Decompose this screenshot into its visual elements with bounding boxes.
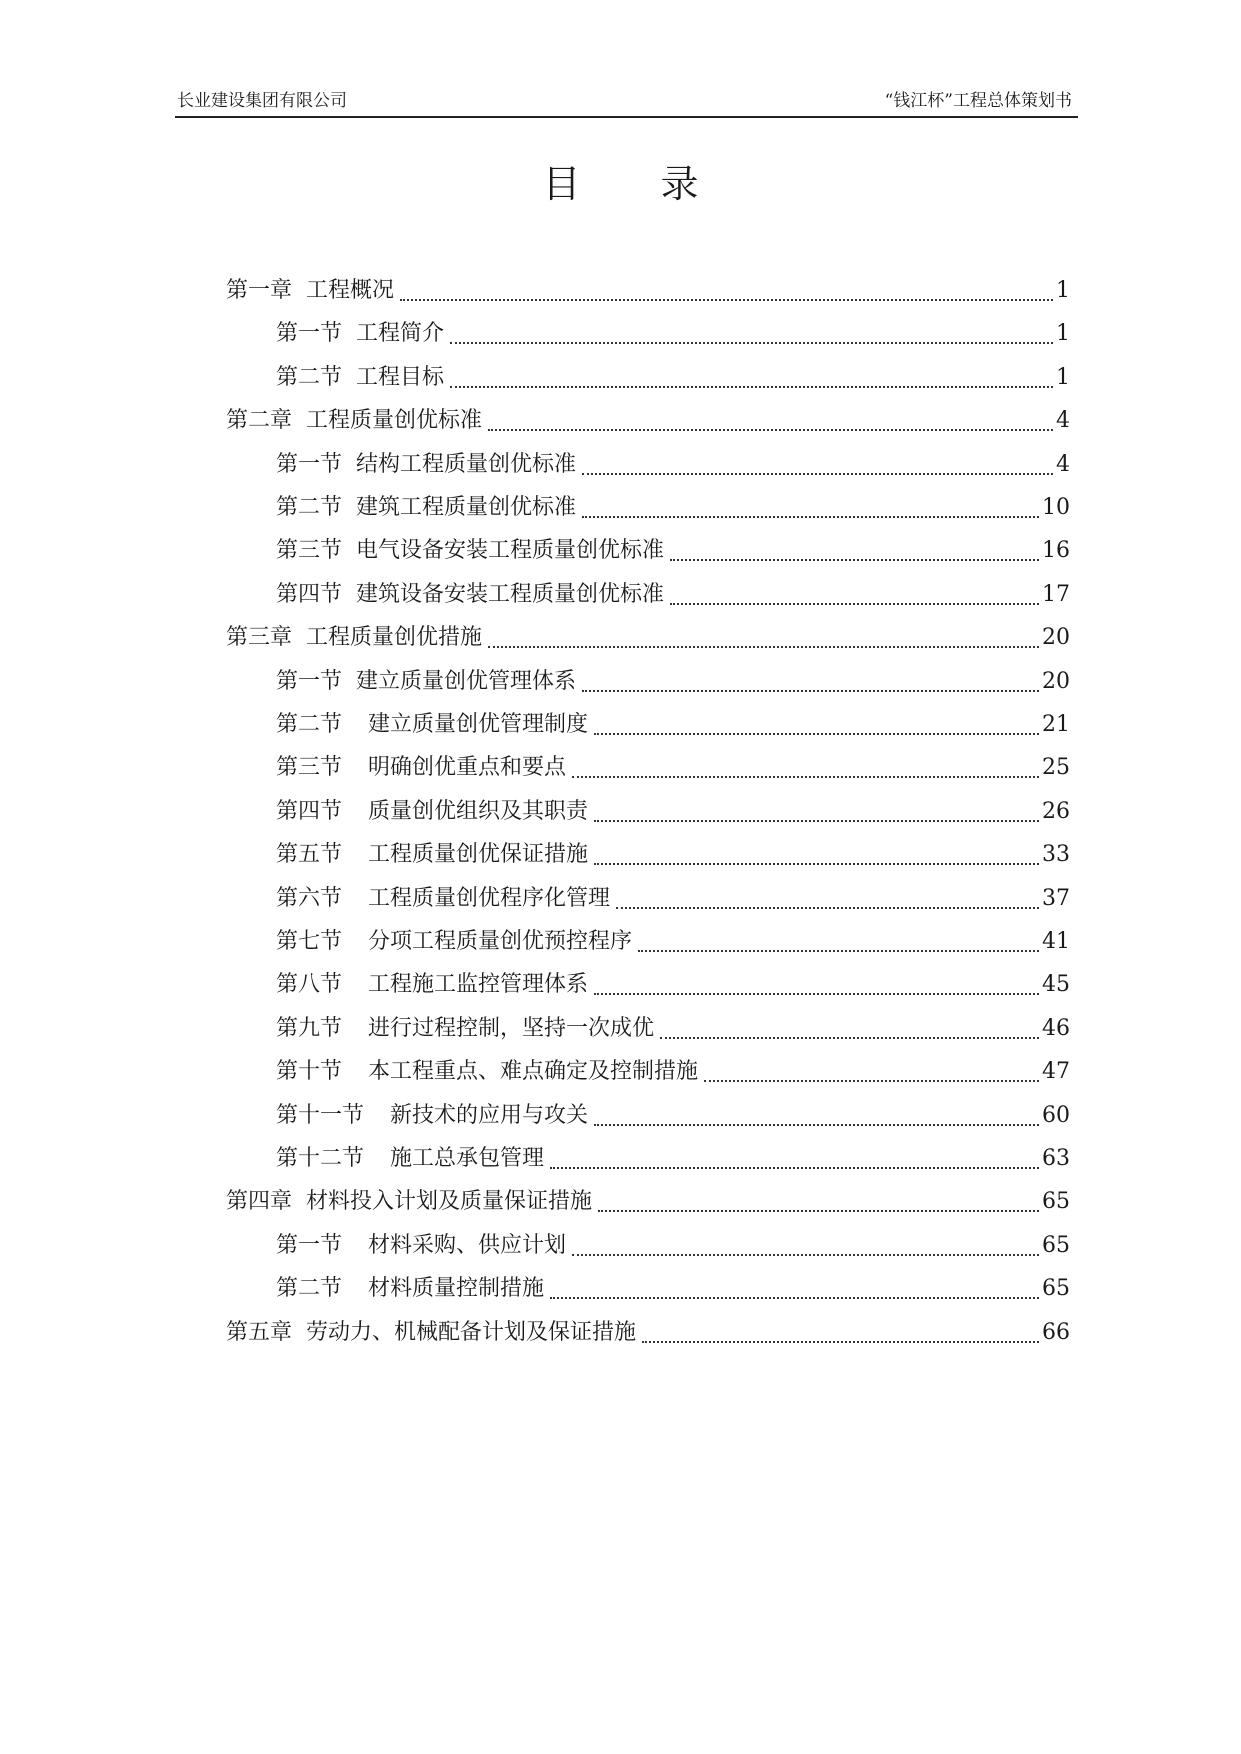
toc-entry-number: 第二节 [276, 712, 343, 737]
toc-entry-number: 第一节 [276, 452, 343, 477]
toc-section-entry [276, 534, 1070, 568]
toc-entry-label: 电气设备安装工程质量创优标准 [356, 538, 665, 563]
toc-page-number: 26 [1042, 799, 1070, 824]
toc-leader-dots [594, 863, 1039, 865]
toc-section-entry [276, 317, 1070, 351]
toc-page-number: 20 [1042, 669, 1070, 694]
toc-leader-dots [488, 646, 1039, 648]
toc-leader-dots [582, 690, 1039, 692]
toc-leader-dots [450, 386, 1053, 388]
toc-entry-label: 材料投入计划及质量保证措施 [306, 1189, 593, 1214]
page-header [175, 86, 1078, 118]
toc-entry-number: 第四节 [276, 582, 343, 607]
toc-section-entry [276, 882, 1070, 916]
toc-leader-dots [616, 907, 1039, 909]
toc-entry-number: 第六节 [276, 886, 343, 911]
toc-entry-label: 工程目标 [356, 365, 445, 390]
toc-page-number: 65 [1042, 1189, 1070, 1214]
toc-section-entry [276, 578, 1070, 612]
toc-entry-label: 施工总承包管理 [390, 1146, 545, 1171]
toc-chapter-entry [226, 621, 1070, 655]
toc-section-entry [276, 795, 1070, 829]
toc-entry-label: 质量创优组织及其职责 [368, 799, 589, 824]
toc-page-number: 45 [1042, 972, 1070, 997]
toc-entry-label: 劳动力、机械配备计划及保证措施 [306, 1320, 637, 1345]
toc-section-entry [276, 751, 1070, 785]
toc-page-number: 1 [1056, 321, 1070, 346]
toc-section-entry [276, 1229, 1070, 1263]
toc-entry-number: 第二节 [276, 1276, 343, 1301]
toc-section-entry [276, 968, 1070, 1002]
toc-entry-number: 第五章 [226, 1320, 293, 1345]
toc-page-number: 66 [1042, 1320, 1070, 1345]
toc-page-number: 46 [1042, 1016, 1070, 1041]
toc-chapter-entry [226, 404, 1070, 438]
toc-entry-number: 第三节 [276, 755, 343, 780]
toc-entry-number: 第一章 [226, 278, 293, 303]
toc-entry-label: 建筑设备安装工程质量创优标准 [356, 582, 665, 607]
toc-entry-number: 第九节 [276, 1016, 343, 1041]
toc-page-number: 1 [1056, 365, 1070, 390]
toc-entry-number: 第十一节 [276, 1103, 365, 1128]
toc-entry-label: 建筑工程质量创优标准 [356, 495, 577, 520]
toc-leader-dots [670, 559, 1039, 561]
toc-entry-number: 第八节 [276, 972, 343, 997]
toc-section-entry [276, 925, 1070, 959]
toc-section-entry [276, 491, 1070, 525]
toc-page-number: 16 [1042, 538, 1070, 563]
toc-page-number: 60 [1042, 1103, 1070, 1128]
header-doc-title: “钱江杯”工程总体策划书 [884, 91, 1072, 111]
toc-leader-dots [450, 342, 1053, 344]
toc-chapter-entry [226, 274, 1070, 308]
toc-page-number: 41 [1042, 929, 1070, 954]
toc-leader-dots [594, 820, 1039, 822]
toc-chapter-entry [226, 1316, 1070, 1350]
toc-entry-label: 工程质量创优措施 [306, 625, 483, 650]
toc-page-number: 65 [1042, 1276, 1070, 1301]
toc-leader-dots [572, 1254, 1039, 1256]
title-char-1: 目 [542, 162, 581, 206]
toc-entry-number: 第二节 [276, 365, 343, 390]
toc-entry-label: 新技术的应用与攻关 [390, 1103, 589, 1128]
toc-entry-number: 第五节 [276, 842, 343, 867]
toc-leader-dots [488, 429, 1053, 431]
toc-page-number: 4 [1056, 452, 1070, 477]
toc-section-entry [276, 708, 1070, 742]
toc-entry-label: 工程施工监控管理体系 [368, 972, 589, 997]
toc-leader-dots [582, 473, 1053, 475]
toc-entry-number: 第十二节 [276, 1146, 365, 1171]
toc-entry-number: 第一节 [276, 669, 343, 694]
page-title [0, 160, 1241, 208]
toc-page-number: 37 [1042, 886, 1070, 911]
toc-entry-label: 工程简介 [356, 321, 445, 346]
toc-entry-label: 分项工程质量创优预控程序 [368, 929, 633, 954]
toc-entry-number: 第一节 [276, 321, 343, 346]
toc-section-entry [276, 1099, 1070, 1133]
toc-entry-label: 工程质量创优保证措施 [368, 842, 589, 867]
toc-page-number: 21 [1042, 712, 1070, 737]
toc-page-number: 63 [1042, 1146, 1070, 1171]
toc-leader-dots [704, 1080, 1039, 1082]
toc-section-entry [276, 448, 1070, 482]
toc-entry-label: 进行过程控制，坚持一次成优 [368, 1016, 655, 1041]
toc-entry-number: 第一节 [276, 1233, 343, 1258]
toc-section-entry [276, 1272, 1070, 1306]
toc-page-number: 17 [1042, 582, 1070, 607]
toc-section-entry [276, 665, 1070, 699]
toc-entry-label: 建立质量创优管理体系 [356, 669, 577, 694]
toc-entry-number: 第四节 [276, 799, 343, 824]
toc-entry-label: 建立质量创优管理制度 [368, 712, 589, 737]
toc-section-entry [276, 1012, 1070, 1046]
toc-entry-number: 第二章 [226, 408, 293, 433]
toc-entry-number: 第四章 [226, 1189, 293, 1214]
toc-entry-label: 材料质量控制措施 [368, 1276, 545, 1301]
toc-entry-label: 工程概况 [306, 278, 395, 303]
toc-leader-dots [550, 1297, 1039, 1299]
toc-entry-number: 第三章 [226, 625, 293, 650]
toc-section-entry [276, 1142, 1070, 1176]
toc-leader-dots [598, 1210, 1039, 1212]
toc-entry-label: 本工程重点、难点确定及控制措施 [368, 1059, 699, 1084]
toc-leader-dots [400, 299, 1053, 301]
toc-entry-label: 工程质量创优标准 [306, 408, 483, 433]
toc-entry-number: 第七节 [276, 929, 343, 954]
toc-entry-label: 结构工程质量创优标准 [356, 452, 577, 477]
toc-chapter-entry [226, 1185, 1070, 1219]
toc-leader-dots [572, 776, 1039, 778]
toc-leader-dots [670, 603, 1039, 605]
toc-section-entry [276, 838, 1070, 872]
toc-page-number: 25 [1042, 755, 1070, 780]
toc-leader-dots [638, 950, 1039, 952]
toc-leader-dots [582, 516, 1039, 518]
toc-section-entry [276, 361, 1070, 395]
toc-leader-dots [550, 1167, 1039, 1169]
toc-page-number: 20 [1042, 625, 1070, 650]
toc-leader-dots [594, 1124, 1039, 1126]
toc-page-number: 65 [1042, 1233, 1070, 1258]
toc-entry-number: 第三节 [276, 538, 343, 563]
toc-entry-number: 第十节 [276, 1059, 343, 1084]
toc-page-number: 33 [1042, 842, 1070, 867]
toc-page-number: 1 [1056, 278, 1070, 303]
toc-leader-dots [660, 1037, 1039, 1039]
title-char-2: 录 [660, 162, 699, 206]
toc-leader-dots [594, 733, 1039, 735]
toc-page-number: 47 [1042, 1059, 1070, 1084]
toc-leader-dots [642, 1341, 1039, 1343]
toc-entry-label: 材料采购、供应计划 [368, 1233, 567, 1258]
toc-section-entry [276, 1055, 1070, 1089]
header-company: 长业建设集团有限公司 [177, 91, 347, 111]
toc-entry-label: 工程质量创优程序化管理 [368, 886, 611, 911]
toc-page-number: 10 [1042, 495, 1070, 520]
toc-entry-label: 明确创优重点和要点 [368, 755, 567, 780]
toc-entry-number: 第二节 [276, 495, 343, 520]
toc-page-number: 4 [1056, 408, 1070, 433]
toc-leader-dots [594, 993, 1039, 995]
